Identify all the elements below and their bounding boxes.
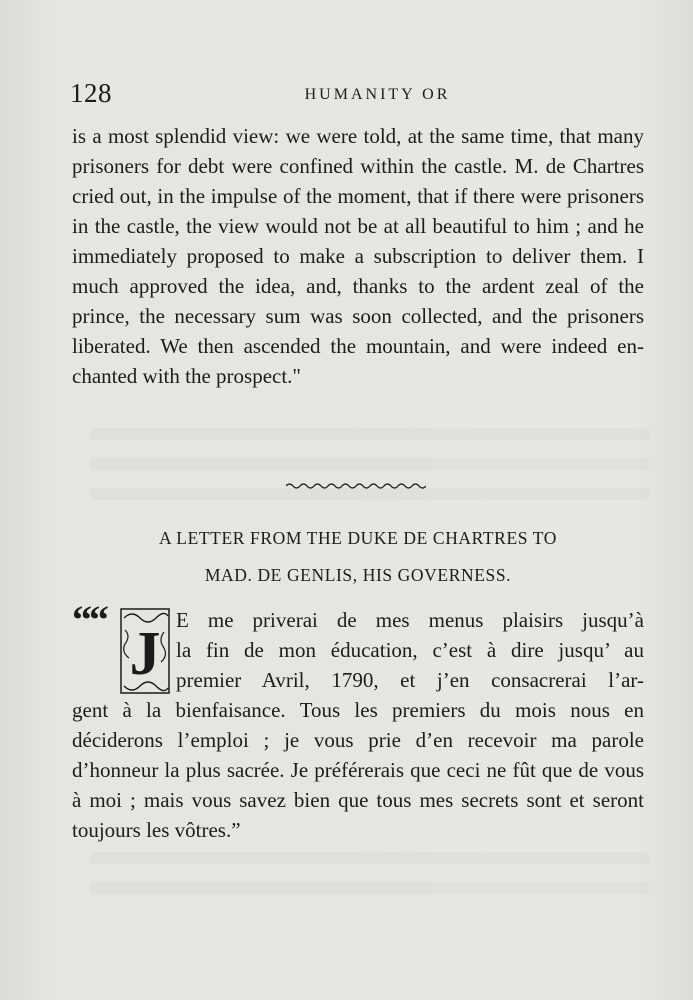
- opening-quote-mark: ““: [72, 597, 106, 642]
- letter-title-line-1: A LETTER FROM THE DUKE DE CHARTRES TO: [159, 528, 557, 548]
- wavy-separator-icon: [286, 481, 426, 491]
- letter-paragraph: gent à la bienfaisance. Tous les premiers du mois nous en déciderons l’emploi ; je vous prie d’en recevoir ma parole d’honneur la plus sacrée. Je préférerais que ceci ne fût que de vous à moi ; mais vous savez bien que tous mes secrets sont et seront toujours les vôtres.”: [72, 698, 644, 842]
- drop-cap-letter: J: [129, 620, 161, 688]
- bleed-through-shadow: [90, 458, 650, 470]
- letter-line-3: premier Avril, 1790, et j’en consacrerai l’ar-: [176, 668, 644, 692]
- bleed-through-shadow: [90, 428, 650, 440]
- body-paragraph: is a most splendid view: we were told, at the same time, that many prisoners for debt were confined within the castle. M. de Chartres cried out, in the impulse of the moment, that if there were prisoners in the castle, the view would not be at all beautiful to him ; and he immediately proposed to make a subscription to deliver them. I much approved the idea, and, thanks to the ardent zeal of the prince, the necessary sum was soon collected, and the prisoners liberated. We then ascended the mountain, and were indeed en- chanted with the prospect.": [72, 124, 644, 388]
- letter-line-2: la fin de mon éducation, c’est à dire jusqu’ au: [176, 638, 644, 662]
- letter-line-1: E me priverai de mes menus plaisirs jusqu’à: [176, 608, 644, 632]
- ornamental-drop-cap-icon: [120, 608, 170, 694]
- bleed-through-shadow: [90, 852, 650, 864]
- page-number: 128: [70, 78, 112, 108]
- bleed-through-shadow: [90, 882, 650, 894]
- running-title: HUMANITY OR: [304, 86, 451, 103]
- page-header: [70, 78, 645, 112]
- letter-title-line-2: MAD. DE GENLIS, HIS GOVERNESS.: [204, 565, 512, 585]
